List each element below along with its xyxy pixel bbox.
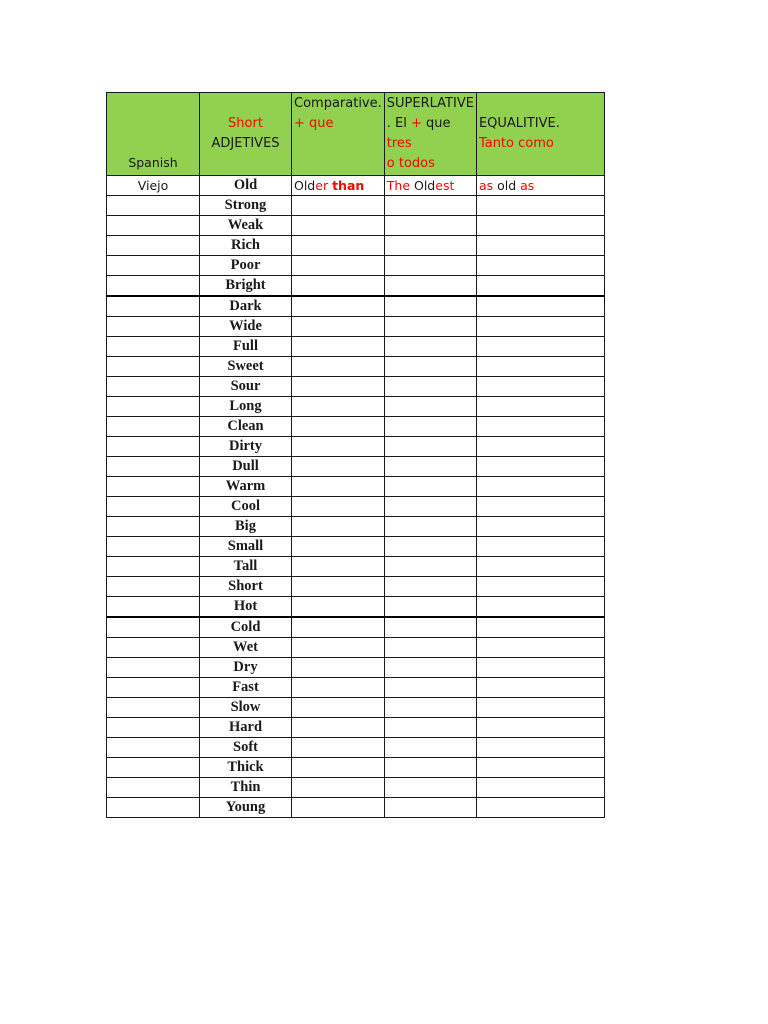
example-equalitive-cell[interactable]	[476, 176, 604, 196]
spanish-cell[interactable]	[107, 457, 200, 477]
comparative-cell[interactable]	[292, 758, 385, 778]
superlative-cell[interactable]	[384, 678, 476, 698]
adjective-cell[interactable]: Slow	[200, 698, 292, 718]
comparative-cell[interactable]	[292, 276, 385, 297]
comparative-cell[interactable]	[292, 658, 385, 678]
table-row	[107, 678, 605, 698]
table-row	[107, 337, 605, 357]
superlative-cell[interactable]	[384, 497, 476, 517]
spanish-cell[interactable]	[107, 517, 200, 537]
adjective-cell[interactable]: Hot	[200, 597, 292, 618]
table-row	[107, 397, 605, 417]
equalitive-cell[interactable]	[476, 457, 604, 477]
superlative-cell[interactable]	[384, 698, 476, 718]
example-adjective-cell[interactable]: Old	[200, 176, 292, 196]
spanish-cell[interactable]	[107, 497, 200, 517]
superlative-cell[interactable]	[384, 437, 476, 457]
equalitive-cell[interactable]	[476, 718, 604, 738]
example-superlative-cell[interactable]	[384, 176, 476, 196]
spanish-cell[interactable]	[107, 216, 200, 236]
comparative-cell[interactable]	[292, 577, 385, 597]
spanish-cell[interactable]	[107, 597, 200, 618]
superlative-cell[interactable]	[384, 658, 476, 678]
adjective-cell[interactable]: Thin	[200, 778, 292, 798]
adjective-cell[interactable]: Fast	[200, 678, 292, 698]
equalitive-cell[interactable]	[476, 557, 604, 577]
comparative-cell[interactable]	[292, 698, 385, 718]
adjective-cell[interactable]: Clean	[200, 417, 292, 437]
equalitive-cell[interactable]	[476, 276, 604, 297]
example-comparative-cell[interactable]	[292, 176, 385, 196]
adjective-cell[interactable]: Wet	[200, 638, 292, 658]
equalitive-cell[interactable]	[476, 638, 604, 658]
table-row	[107, 658, 605, 678]
table-row	[107, 196, 605, 216]
equalitive-cell[interactable]	[476, 296, 604, 317]
spanish-cell[interactable]	[107, 718, 200, 738]
adjective-cell[interactable]: Sour	[200, 377, 292, 397]
header-comparative-label: Comparative.	[294, 96, 382, 111]
comparative-cell[interactable]	[292, 196, 385, 216]
comparative-cell[interactable]	[292, 317, 385, 337]
example-superlative-suffix: est	[435, 178, 455, 193]
equalitive-cell[interactable]	[476, 617, 604, 638]
table-row	[107, 778, 605, 798]
table-row	[107, 617, 605, 638]
adjective-cell[interactable]: Wide	[200, 317, 292, 337]
example-equalitive-as-first: as	[478, 178, 494, 193]
comparative-cell[interactable]	[292, 477, 385, 497]
spanish-cell[interactable]	[107, 236, 200, 256]
header-adjetives-label: ADJETIVES	[211, 136, 280, 151]
adjective-cell[interactable]: Cool	[200, 497, 292, 517]
table-row	[107, 738, 605, 758]
equalitive-cell[interactable]	[476, 758, 604, 778]
adjective-cell[interactable]: Short	[200, 577, 292, 597]
superlative-cell[interactable]	[384, 638, 476, 658]
adjective-cell[interactable]: Full	[200, 337, 292, 357]
superlative-cell[interactable]	[384, 256, 476, 276]
spanish-cell[interactable]	[107, 678, 200, 698]
comparative-cell[interactable]	[292, 397, 385, 417]
adjective-cell[interactable]: Cold	[200, 617, 292, 638]
comparative-cell[interactable]	[292, 738, 385, 758]
example-comparative-suffix: er	[315, 178, 329, 193]
comparative-cell[interactable]	[292, 457, 385, 477]
header-comparative-rule: + que	[294, 116, 334, 131]
spanish-cell[interactable]	[107, 577, 200, 597]
adjective-cell[interactable]: Dry	[200, 658, 292, 678]
table-row	[107, 256, 605, 276]
spanish-cell[interactable]	[107, 638, 200, 658]
header-short-label: Short	[228, 116, 263, 131]
comparative-cell[interactable]	[292, 377, 385, 397]
spanish-cell[interactable]	[107, 738, 200, 758]
superlative-cell[interactable]	[384, 296, 476, 317]
comparative-cell[interactable]	[292, 718, 385, 738]
equalitive-cell[interactable]	[476, 216, 604, 236]
comparative-cell[interactable]	[292, 497, 385, 517]
comparative-cell[interactable]	[292, 216, 385, 236]
header-superlative-que: que	[421, 116, 451, 131]
equalitive-cell[interactable]	[476, 317, 604, 337]
table-row	[107, 437, 605, 457]
equalitive-cell[interactable]	[476, 537, 604, 557]
header-adjectives[interactable]	[200, 93, 292, 176]
comparative-cell[interactable]	[292, 296, 385, 317]
equalitive-cell[interactable]	[476, 597, 604, 618]
adjective-cell[interactable]: Soft	[200, 738, 292, 758]
superlative-cell[interactable]	[384, 597, 476, 618]
superlative-cell[interactable]	[384, 617, 476, 638]
superlative-cell[interactable]	[384, 798, 476, 818]
superlative-cell[interactable]	[384, 577, 476, 597]
equalitive-cell[interactable]	[476, 798, 604, 818]
equalitive-cell[interactable]	[476, 337, 604, 357]
table-row	[107, 698, 605, 718]
spanish-cell[interactable]	[107, 617, 200, 638]
equalitive-cell[interactable]	[476, 678, 604, 698]
equalitive-cell[interactable]	[476, 417, 604, 437]
header-superlative-el: . El	[386, 116, 411, 131]
adjective-cell[interactable]: Long	[200, 397, 292, 417]
table-row	[107, 557, 605, 577]
equalitive-cell[interactable]	[476, 778, 604, 798]
adjective-cell[interactable]: Warm	[200, 477, 292, 497]
table-row	[107, 457, 605, 477]
superlative-cell[interactable]	[384, 337, 476, 357]
table-row	[107, 236, 605, 256]
header-spanish[interactable]	[107, 93, 200, 176]
header-superlative-tres: tres	[386, 136, 412, 151]
table-row	[107, 477, 605, 497]
table-row	[107, 296, 605, 317]
adjective-cell[interactable]: Sweet	[200, 357, 292, 377]
table-row	[107, 537, 605, 557]
superlative-cell[interactable]	[384, 417, 476, 437]
superlative-cell[interactable]	[384, 276, 476, 297]
header-row	[107, 93, 605, 176]
table-row	[107, 417, 605, 437]
equalitive-cell[interactable]	[476, 196, 604, 216]
adjective-cell[interactable]: Young	[200, 798, 292, 818]
equalitive-cell[interactable]	[476, 397, 604, 417]
superlative-cell[interactable]	[384, 377, 476, 397]
comparative-cell[interactable]	[292, 778, 385, 798]
comparative-cell[interactable]	[292, 417, 385, 437]
adjective-cell[interactable]: Big	[200, 517, 292, 537]
equalitive-cell[interactable]	[476, 577, 604, 597]
table-row	[107, 497, 605, 517]
example-equalitive-as-second: as	[520, 178, 535, 193]
superlative-cell[interactable]	[384, 357, 476, 377]
header-spanish-label: Spanish	[128, 155, 178, 170]
spanish-cell[interactable]	[107, 196, 200, 216]
table-row	[107, 357, 605, 377]
equalitive-cell[interactable]	[476, 256, 604, 276]
table-row	[107, 597, 605, 618]
spanish-cell[interactable]	[107, 477, 200, 497]
table-row	[107, 377, 605, 397]
table-body	[107, 93, 605, 818]
header-equalitive-label: EQUALITIVE.	[478, 116, 560, 131]
comparative-cell[interactable]	[292, 256, 385, 276]
equalitive-cell[interactable]	[476, 437, 604, 457]
table-row	[107, 216, 605, 236]
adjective-cell[interactable]: Poor	[200, 256, 292, 276]
superlative-cell[interactable]	[384, 718, 476, 738]
spanish-cell[interactable]	[107, 357, 200, 377]
equalitive-cell[interactable]	[476, 497, 604, 517]
superlative-cell[interactable]	[384, 236, 476, 256]
table-row	[107, 798, 605, 818]
table-row	[107, 577, 605, 597]
header-equalitive-rule: Tanto como	[478, 136, 554, 151]
spanish-cell[interactable]	[107, 276, 200, 297]
comparative-cell[interactable]	[292, 537, 385, 557]
spanish-cell[interactable]	[107, 337, 200, 357]
adjective-cell[interactable]: Hard	[200, 718, 292, 738]
spanish-cell[interactable]	[107, 417, 200, 437]
superlative-cell[interactable]	[384, 477, 476, 497]
adjective-cell[interactable]: Dirty	[200, 437, 292, 457]
comparative-cell[interactable]	[292, 597, 385, 618]
table-row	[107, 638, 605, 658]
equalitive-cell[interactable]	[476, 698, 604, 718]
adjective-cell[interactable]: Bright	[200, 276, 292, 297]
spanish-cell[interactable]	[107, 256, 200, 276]
comparative-cell[interactable]	[292, 678, 385, 698]
spanish-cell[interactable]	[107, 658, 200, 678]
spanish-cell[interactable]	[107, 778, 200, 798]
header-superlative-todos: o todos	[386, 156, 435, 171]
superlative-cell[interactable]	[384, 457, 476, 477]
adjective-cell[interactable]: Dark	[200, 296, 292, 317]
example-superlative-stem: Old	[410, 178, 436, 193]
comparative-cell[interactable]	[292, 337, 385, 357]
header-equalitive[interactable]	[476, 93, 604, 176]
adjective-cell[interactable]: Strong	[200, 196, 292, 216]
adjective-cell[interactable]: Dull	[200, 457, 292, 477]
adjectives-worksheet-table	[106, 92, 605, 818]
comparative-cell[interactable]	[292, 236, 385, 256]
comparative-cell[interactable]	[292, 437, 385, 457]
superlative-cell[interactable]	[384, 738, 476, 758]
equalitive-cell[interactable]	[476, 357, 604, 377]
comparative-cell[interactable]	[292, 798, 385, 818]
adjective-cell[interactable]: Thick	[200, 758, 292, 778]
spanish-cell[interactable]	[107, 397, 200, 417]
superlative-cell[interactable]	[384, 196, 476, 216]
comparative-cell[interactable]	[292, 557, 385, 577]
example-spanish-cell[interactable]: Viejo	[107, 176, 200, 196]
superlative-cell[interactable]	[384, 216, 476, 236]
header-comparative[interactable]	[292, 93, 385, 176]
table-row	[107, 758, 605, 778]
comparative-cell[interactable]	[292, 357, 385, 377]
example-row	[107, 176, 605, 196]
equalitive-cell[interactable]	[476, 477, 604, 497]
superlative-cell[interactable]	[384, 758, 476, 778]
superlative-cell[interactable]	[384, 317, 476, 337]
table-row	[107, 317, 605, 337]
superlative-cell[interactable]	[384, 397, 476, 417]
superlative-cell[interactable]	[384, 557, 476, 577]
adjective-cell[interactable]: Weak	[200, 216, 292, 236]
spanish-cell[interactable]	[107, 537, 200, 557]
spanish-cell[interactable]	[107, 798, 200, 818]
comparative-cell[interactable]	[292, 617, 385, 638]
spanish-cell[interactable]	[107, 377, 200, 397]
comparative-cell[interactable]	[292, 517, 385, 537]
superlative-cell[interactable]	[384, 537, 476, 557]
adjective-cell[interactable]: Small	[200, 537, 292, 557]
example-equalitive-mid: old	[493, 178, 521, 193]
superlative-cell[interactable]	[384, 517, 476, 537]
equalitive-cell[interactable]	[476, 517, 604, 537]
header-superlative-plus: +	[411, 116, 422, 131]
table-row	[107, 517, 605, 537]
comparative-cell[interactable]	[292, 638, 385, 658]
example-comparative-than: than	[332, 178, 365, 193]
equalitive-cell[interactable]	[476, 738, 604, 758]
table-row	[107, 276, 605, 297]
spanish-cell[interactable]	[107, 437, 200, 457]
example-superlative-the: The	[386, 178, 411, 193]
header-superlative[interactable]	[384, 93, 476, 176]
spanish-cell[interactable]	[107, 557, 200, 577]
superlative-cell[interactable]	[384, 778, 476, 798]
spanish-cell[interactable]	[107, 317, 200, 337]
adjective-cell[interactable]: Tall	[200, 557, 292, 577]
table-row	[107, 718, 605, 738]
adjective-cell[interactable]: Rich	[200, 236, 292, 256]
spanish-cell[interactable]	[107, 698, 200, 718]
spanish-cell[interactable]	[107, 758, 200, 778]
header-superlative-label: SUPERLATIVE	[386, 96, 474, 111]
spanish-cell[interactable]	[107, 296, 200, 317]
example-comparative-stem: Old	[294, 178, 316, 193]
equalitive-cell[interactable]	[476, 236, 604, 256]
equalitive-cell[interactable]	[476, 658, 604, 678]
equalitive-cell[interactable]	[476, 377, 604, 397]
